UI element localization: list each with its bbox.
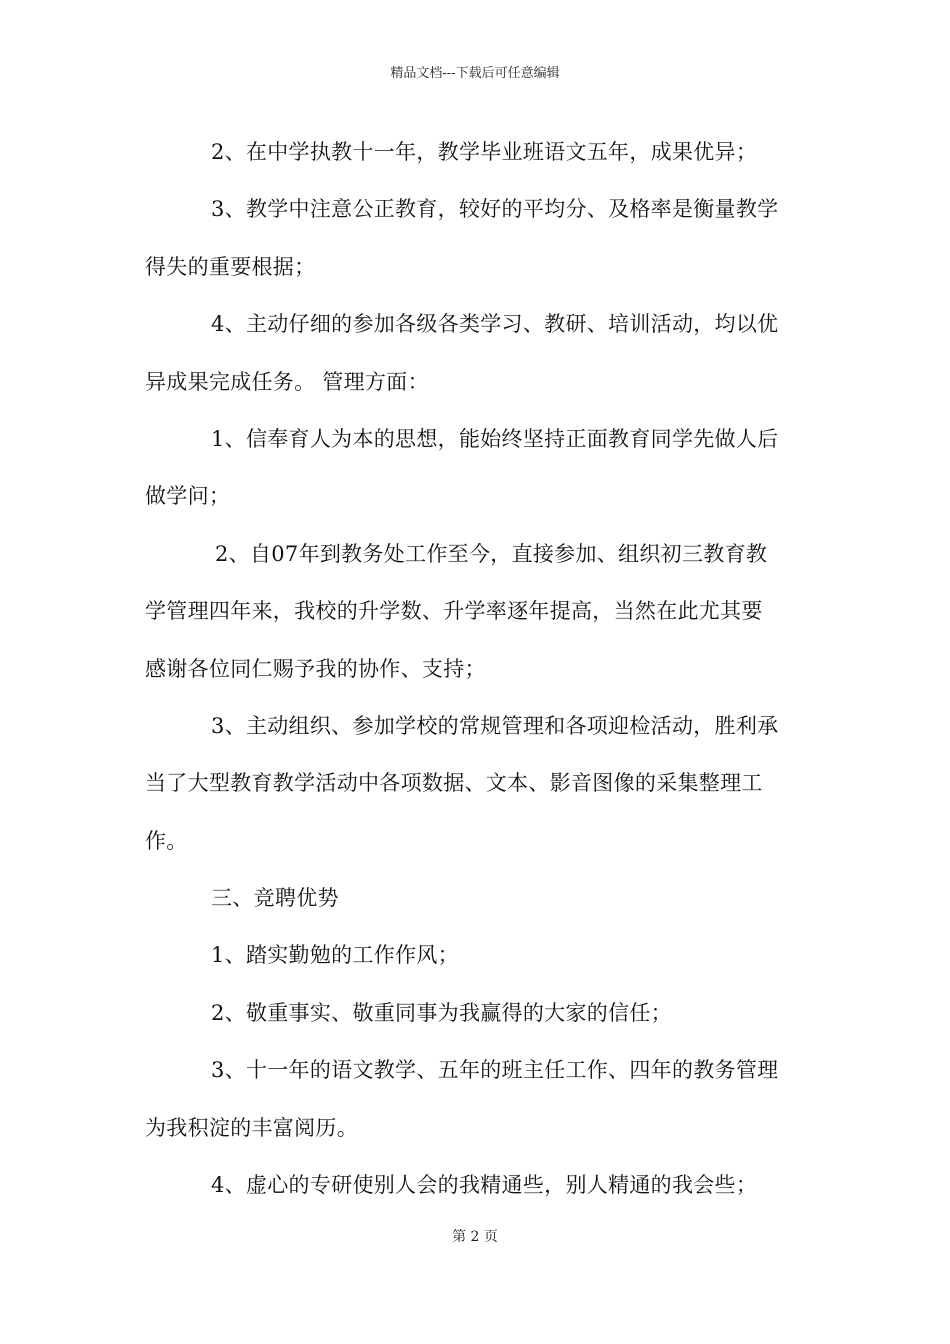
paragraph-line: 3、主动组织、参加学校的常规管理和各项迎检活动，胜利承 [211,713,779,738]
paragraph-line: 1、踏实勤勉的工作作风； [211,943,459,968]
paragraph-line: 4、主动仔细的参加各级各类学习、教研、培训活动，均以优 [211,312,779,337]
paragraph-line: 感谢各位同仁赐予我的协作、支持； [145,656,486,681]
paragraph-line: 学管理四年来，我校的升学数、升学率逐年提高，当然在此尤其要 [145,599,763,624]
paragraph-line: 当了大型教育教学活动中各项数据、文本、影音图像的采集整理工 [145,771,763,796]
paragraph-line: 3、教学中注意公正教育，较好的平均分、及格率是衡量教学 [211,197,779,222]
paragraph-line: 2、在中学执教十一年，教学毕业班语文五年，成果优异； [211,140,758,164]
paragraph-line: 2、自07年到教务处工作至今，直接参加、组织初三教育教 [215,541,768,566]
paragraph-line: 作。 [145,828,188,853]
paragraph-line: 得失的重要根据； [145,254,316,279]
page-number: 第 2 页 [452,1229,498,1245]
paragraph-line: 3、十一年的语文教学、五年的班主任工作、四年的教务管理 [211,1058,779,1083]
paragraph-line: 4、虚心的专研使别人会的我精通些，别人精通的我会些； [211,1173,758,1198]
paragraph-line: 做学问； [145,484,231,509]
section-heading: 三、竞聘优势 [211,886,339,911]
paragraph-line: 1、信奉育人为本的思想，能始终坚持正面教育同学先做人后 [211,426,779,451]
paragraph-line: 为我积淀的丰富阅历。 [145,1115,358,1140]
paragraph-line: 异成果完成任务。 管理方面： [145,369,429,394]
document-body [145,124,807,1214]
page-header: 精品文档---下载后可任意编辑 [390,66,560,81]
paragraph-line: 2、敬重事实、敬重同事为我赢得的大家的信任； [211,1000,672,1025]
